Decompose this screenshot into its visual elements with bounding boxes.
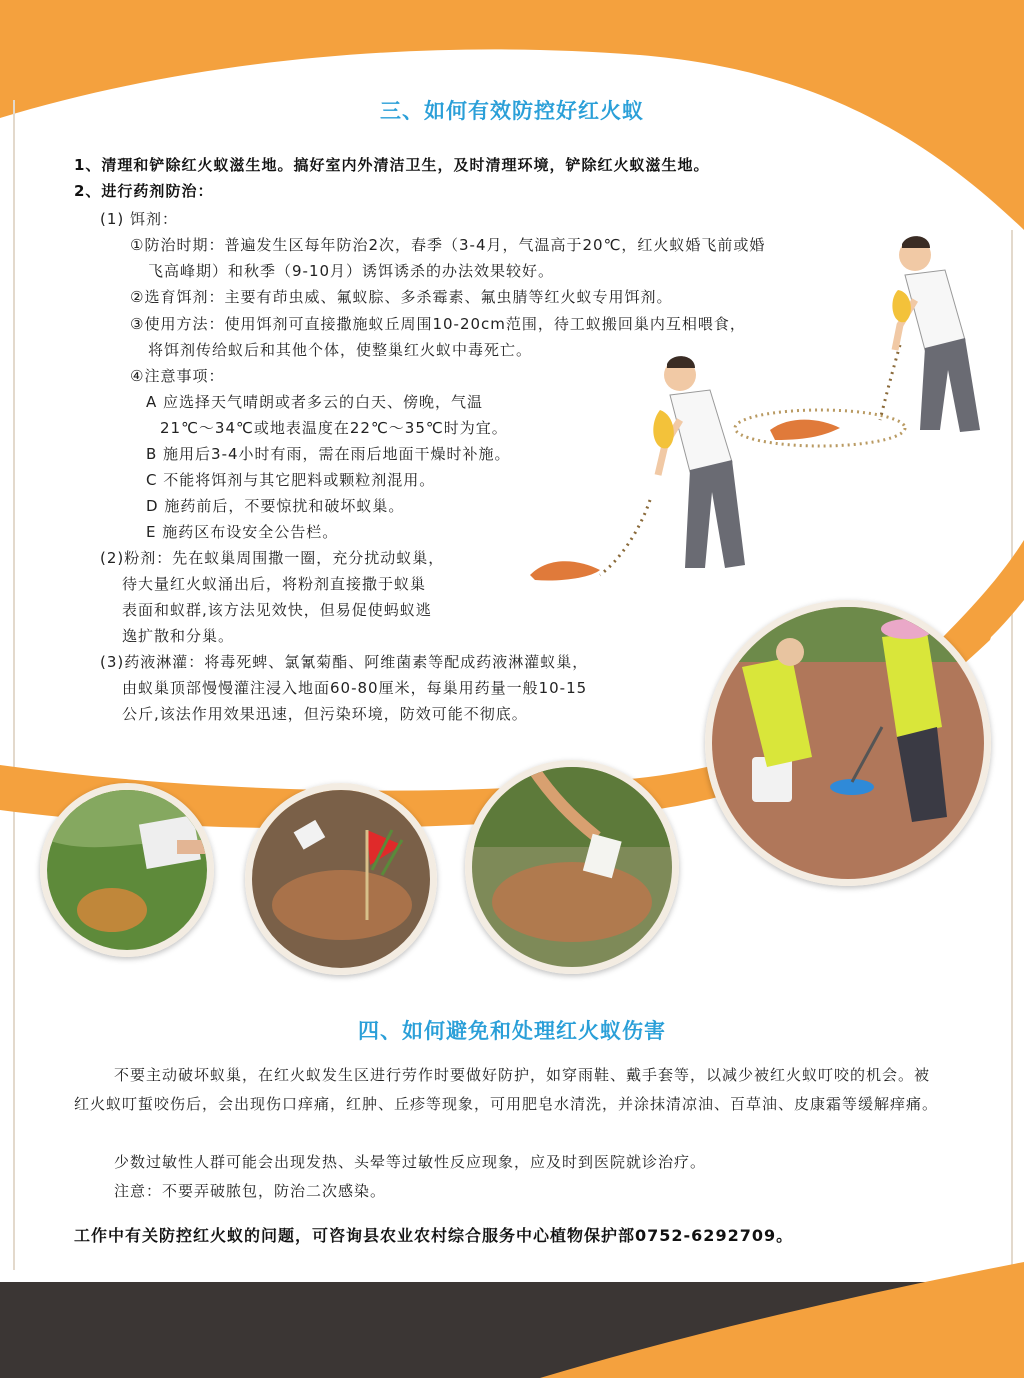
bait-heading: (1) 饵剂：	[100, 210, 179, 228]
bait-p3-line1: ③使用方法：使用饵剂可直接撒施蚁丘周围10-20cm范围，待工蚁搬回巢内互相喂食，	[130, 315, 746, 333]
bait-p2: ②选育饵剂：主要有茚虫威、氟蚁腙、多杀霉素、氟虫腈等红火蚁专用饵剂。	[130, 288, 673, 306]
photo-powder-and-flag	[245, 783, 437, 975]
section4-para2: 少数过敏性人群可能会出现发热、头晕等过敏性反应现象，应及时到医院就诊治疗。	[114, 1153, 707, 1171]
section3-item1: 1、清理和铲除红火蚁滋生地。搞好室内外清洁卫生，及时清理环境，铲除红火蚁滋生地。	[74, 156, 710, 174]
bait-p1-line2: 飞高峰期）和秋季（9-10月）诱饵诱杀的办法效果较好。	[148, 262, 555, 280]
note-e: E 施药区布设安全公告栏。	[146, 523, 339, 541]
note-a-line2: 21℃～34℃或地表温度在22℃～35℃时为宜。	[160, 419, 508, 437]
section3-item2: 2、进行药剂防治：	[74, 182, 214, 200]
note-b: B 施用后3-4小时有雨，需在雨后地面干燥时补施。	[146, 445, 511, 463]
note-a-line1: A 应选择天气晴朗或者多云的白天、傍晚，气温	[146, 393, 484, 411]
section4-para1: 不要主动破坏蚁巢，在红火蚁发生区进行劳作时要做好防护，如穿雨鞋、戴手套等，以减少被红火蚁叮咬的机会。被红火蚁叮蜇咬伤后，会出现伤口痒痛，红肿、丘疹等现象，可用肥皂水清洗，并涂抹清凉油、百草油、皮康霜等缓解痒痛。	[74, 1066, 939, 1113]
bait-spreading-illustration	[520, 230, 1000, 610]
photo-workers-treatment	[705, 600, 991, 886]
drench-line3: 公斤,该法作用效果迅速，但污染环境，防效可能不彻底。	[122, 705, 528, 723]
drench-line2: 由蚁巢顶部慢慢灌注浸入地面60-80厘米，每巢用药量一般10-15	[122, 679, 588, 697]
powder-line2: 待大量红火蚁涌出后，将粉剂直接撒于蚁巢	[122, 575, 427, 593]
section3-title: 三、如何有效防控好红火蚁	[380, 99, 644, 123]
contact-line: 工作中有关防控红火蚁的问题，可咨询县农业农村综合服务中心植物保护部0752-6292709。	[74, 1226, 794, 1245]
section4-title: 四、如何避免和处理红火蚁伤害	[358, 1019, 666, 1043]
section4-para3: 注意：不要弄破脓包，防治二次感染。	[114, 1182, 387, 1200]
powder-line1: (2)粉剂：先在蚁巢周围撒一圈，充分扰动蚁巢，	[100, 549, 445, 567]
bait-p4: ④注意事项：	[130, 367, 225, 385]
powder-line4: 逸扩散和分巢。	[122, 627, 235, 645]
photo-bait-packet	[40, 783, 214, 957]
note-d: D 施药前后，不要惊扰和破坏蚁巢。	[146, 497, 405, 515]
drench-line1: (3)药液淋灌：将毒死蜱、氯氰菊酯、阿维菌素等配成药液淋灌蚁巢，	[100, 653, 589, 671]
bait-p1-line1: ①防治时期：普遍发生区每年防治2次，春季（3-4月，气温高于20℃，红火蚁婚飞前或婚	[130, 236, 766, 254]
photo-hand-spreading	[465, 760, 679, 974]
bait-p3-line2: 将饵剂传给蚁后和其他个体，使整巢红火蚁中毒死亡。	[148, 341, 533, 359]
powder-line3: 表面和蚁群,该方法见效快，但易促使蚂蚁逃	[122, 601, 432, 619]
note-c: C 不能将饵剂与其它肥料或颗粒剂混用。	[146, 471, 436, 489]
